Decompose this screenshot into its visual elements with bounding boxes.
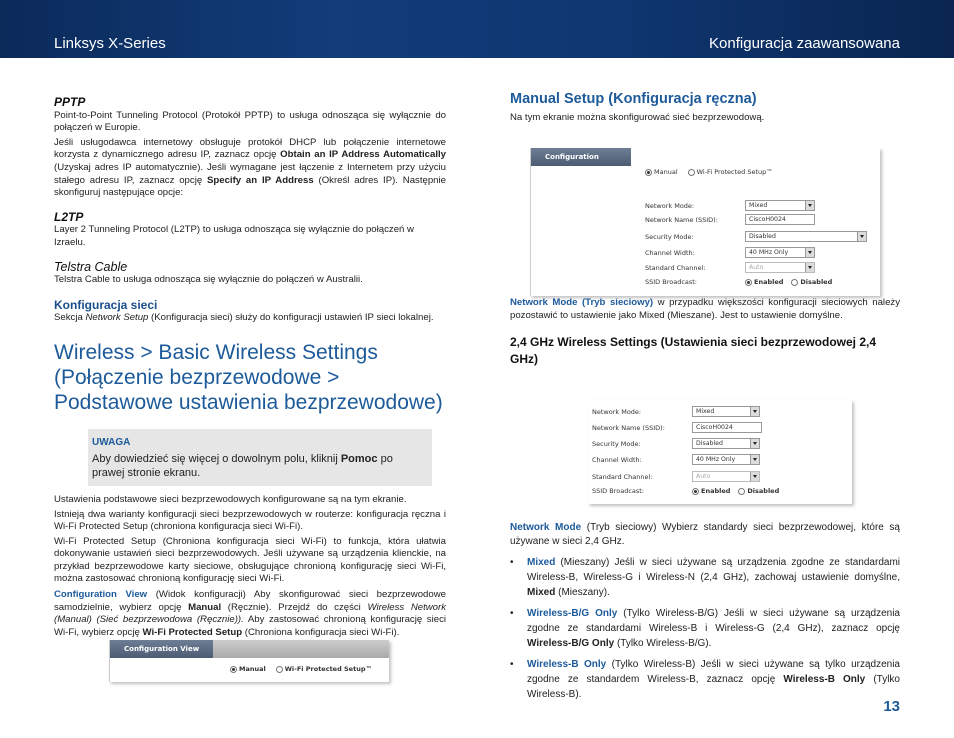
term: Mixed bbox=[527, 557, 556, 569]
term: Wireless-B Only bbox=[527, 659, 607, 671]
bold-term: Pomoc bbox=[340, 452, 378, 465]
term: Wireless-B/G Only bbox=[527, 608, 618, 620]
note-box bbox=[88, 429, 432, 486]
select-value: Disabled bbox=[696, 440, 723, 447]
list-item bbox=[510, 657, 900, 702]
form-row bbox=[645, 247, 815, 258]
term: Network Mode bbox=[510, 522, 582, 534]
manual-radio[interactable] bbox=[230, 666, 237, 673]
bold-term: Manual bbox=[188, 601, 222, 613]
security-mode-select[interactable] bbox=[745, 231, 867, 242]
list-item bbox=[510, 606, 900, 651]
bold-term: Wireless-B/G Only bbox=[527, 638, 615, 650]
config-view-text bbox=[54, 589, 446, 639]
chevron-down-icon bbox=[805, 201, 814, 210]
left-column bbox=[54, 90, 446, 641]
form-row bbox=[645, 231, 867, 242]
form-row bbox=[645, 278, 832, 286]
enabled-label: Enabled bbox=[754, 278, 784, 286]
wps-text: Wi-Fi Protected Setup (Chroniona konfiguracja sieci Wi-Fi) to funkcja, która ułatwia dokonywanie ustawień sieci bezprzewodowych. Jeśli używane są urządzenia klienckie, na przykład bezprzewodowe karty sieciowe, obsługujące chronioną konfigurację sieci Wi-Fi, można zastosować chronioną konfigurację sieci Wi-Fi. bbox=[54, 535, 446, 585]
title-line: (Połączenie bezprzewodowe > bbox=[54, 365, 340, 389]
enabled-label: Enabled bbox=[701, 487, 731, 495]
manual-setup-screenshot bbox=[530, 148, 880, 296]
text: (Tylko Wireless-B). bbox=[527, 674, 900, 701]
page-header bbox=[0, 0, 954, 58]
text: (Określ adres IP). Następnie skonfiguruj następujące opcje: bbox=[54, 174, 446, 199]
chevron-down-icon bbox=[750, 407, 759, 416]
ssid-input[interactable]: CiscoH0024 bbox=[745, 214, 815, 225]
select-value: 40 MHz Only bbox=[696, 456, 736, 463]
text: (Uzyskaj adres IP automatycznie). Jeśli wymagane jest łączenie z Internetem przy użyciu stałego adresu IP, zaznacz opcję bbox=[54, 161, 446, 186]
wps-label: Wi-Fi Protected Setup™ bbox=[284, 665, 372, 673]
title-line: Wireless > Basic Wireless Settings bbox=[54, 340, 378, 364]
title-line: Podstawowe ustawienia bezprzewodowe) bbox=[54, 390, 443, 414]
manual-setup-heading: Manual Setup (Konfiguracja ręczna) bbox=[510, 91, 757, 107]
standard-channel-label: Standard Channel: bbox=[592, 472, 653, 481]
bold-term: Specify an IP Address bbox=[206, 174, 314, 186]
chevron-down-icon bbox=[805, 263, 814, 272]
bold-term: Obtain an IP Address Automatically bbox=[280, 149, 446, 161]
note-label: UWAGA bbox=[92, 436, 131, 448]
text: Sekcja bbox=[54, 312, 86, 324]
text: Aby zastosować chronioną konfigurację sieci Wi-Fi, wybierz opcję bbox=[54, 614, 447, 638]
select-value: 40 MHz Only bbox=[749, 249, 789, 256]
form-row bbox=[645, 214, 815, 225]
form-row bbox=[645, 200, 815, 211]
form-row bbox=[592, 454, 760, 465]
ssid-broadcast-label: SSID Broadcast: bbox=[645, 278, 697, 286]
network-setup-desc bbox=[54, 312, 446, 325]
standard-channel-label: Standard Channel: bbox=[645, 263, 706, 272]
text: (Chroniona konfiguracja sieci Wi-Fi). bbox=[242, 626, 400, 638]
telstra-desc: Telstra Cable to usługa odnosząca się wyłącznie do połączeń w Australii. bbox=[54, 274, 363, 286]
manual-radio[interactable] bbox=[645, 169, 652, 176]
channel-width-select[interactable] bbox=[692, 454, 760, 465]
telstra-heading: Telstra Cable bbox=[54, 259, 128, 274]
text: (Tryb sieciowy) Wybierz standardy sieci bezprzewodowej, które są używane w sieci 2,4 GHz. bbox=[510, 522, 900, 548]
form-row bbox=[592, 406, 760, 417]
security-mode-label: Security Mode: bbox=[592, 439, 641, 448]
pptp-heading: PPTP bbox=[54, 95, 86, 109]
list-item bbox=[510, 555, 900, 600]
enabled-radio[interactable] bbox=[692, 488, 699, 495]
chevron-down-icon bbox=[857, 232, 866, 241]
select-value: Auto bbox=[696, 473, 711, 480]
config-view-bar bbox=[110, 640, 389, 658]
select-value: Disabled bbox=[749, 233, 776, 240]
form-row bbox=[645, 262, 815, 273]
l2tp-heading: L2TP bbox=[54, 209, 84, 224]
ssid-label: Network Name (SSID): bbox=[592, 423, 665, 432]
pptp-desc: Point-to-Point Tunneling Protocol (Protokół PPTP) to usługa odnosząca się wyłącznie do połączeń w Europie. bbox=[54, 109, 446, 134]
channel-width-label: Channel Width: bbox=[592, 455, 642, 464]
intro-text: Ustawienia podstawowe sieci bezprzewodowych konfigurowane są na tym ekranie. bbox=[54, 493, 407, 505]
channel-width-label: Channel Width: bbox=[645, 248, 695, 257]
select-value: Mixed bbox=[749, 202, 768, 209]
bold-term: Wireless-B Only bbox=[783, 674, 866, 686]
manual-label: Manual bbox=[654, 168, 678, 176]
config-view-options bbox=[645, 168, 773, 176]
wps-radio[interactable] bbox=[688, 169, 695, 176]
mode-list bbox=[510, 555, 900, 702]
text: (Tylko Wireless-B/G). bbox=[614, 638, 712, 650]
config-view-screenshot bbox=[109, 640, 389, 682]
network-mode-desc-2 bbox=[510, 521, 900, 549]
network-mode-select[interactable] bbox=[692, 406, 760, 417]
l2tp-desc: Layer 2 Tunneling Protocol (L2TP) to usługa odnosząca się wyłącznie do połączeń w Izraelu. bbox=[54, 224, 414, 248]
text: (Mieszany). bbox=[555, 587, 610, 599]
header-section: Konfiguracja zaawansowana bbox=[709, 35, 900, 52]
italic-term: Network Setup bbox=[85, 312, 149, 324]
manual-setup-intro: Na tym ekranie można skonfigurować sieć bezprzewodową. bbox=[510, 111, 765, 123]
disabled-label: Disabled bbox=[800, 278, 833, 286]
pptp-options bbox=[54, 137, 446, 200]
term: Network Mode (Tryb sieciowy) bbox=[510, 297, 654, 309]
security-mode-label: Security Mode: bbox=[645, 232, 694, 241]
ssid-broadcast-label: SSID Broadcast: bbox=[592, 487, 644, 495]
network-setup-heading: Konfiguracja sieci bbox=[54, 297, 158, 312]
chevron-down-icon bbox=[750, 455, 759, 464]
standard-channel-select[interactable] bbox=[745, 262, 815, 273]
chevron-down-icon bbox=[750, 439, 759, 448]
select-value: Mixed bbox=[696, 408, 715, 415]
manual-label: Manual bbox=[239, 665, 266, 673]
section-title bbox=[54, 340, 446, 415]
text: (Ręcznie). Przejdź do części bbox=[221, 601, 368, 613]
italic-term: Wireless Network (Manual) (Sieć bezprzewodowa (Ręcznie)). bbox=[54, 601, 447, 626]
bold-term: Mixed bbox=[527, 587, 556, 599]
config-view-tab: Configuration View bbox=[110, 640, 213, 658]
header-product: Linksys X-Series bbox=[54, 35, 166, 52]
disabled-label: Disabled bbox=[747, 487, 780, 495]
text: (Widok konfiguracji) Aby skonfigurować sieci bezprzewodowe samodzielnie, wybierz opcję bbox=[54, 589, 446, 613]
channel-width-select[interactable] bbox=[745, 247, 815, 258]
config-view-options bbox=[230, 665, 372, 673]
text: (Konfiguracja sieci) służy do konfiguracji ustawień IP sieci lokalnej. bbox=[148, 312, 434, 324]
form-row bbox=[592, 471, 760, 482]
config-view-bar bbox=[531, 148, 631, 179]
config-view-tab: Configuration View bbox=[531, 148, 631, 166]
text: (Tylko Wireless-B/G) Jeśli w sieci używane są urządzenia zgodne ze standardami Wireless-B i Wireless-G (2,4 GHz), zaznacz opcję bbox=[527, 608, 900, 635]
network-mode-select[interactable] bbox=[745, 200, 815, 211]
ssid-label: Network Name (SSID): bbox=[645, 215, 718, 224]
variants-text: Istnieją dwa warianty konfiguracji sieci bezprzewodowych w routerze: konfiguracja ręczna i Wi-Fi Protected Setup (chroniona konfiguracja sieci Wi-Fi). bbox=[54, 508, 446, 533]
note-text bbox=[92, 452, 422, 480]
chevron-down-icon bbox=[750, 472, 759, 481]
enabled-radio[interactable] bbox=[745, 279, 752, 286]
term: Configuration View bbox=[54, 589, 148, 601]
ghz-heading: 2,4 GHz Wireless Settings (Ustawienia sieci bezprzewodowej 2,4 GHz) bbox=[510, 335, 877, 367]
network-mode-label: Network Mode: bbox=[645, 201, 695, 210]
ssid-input[interactable]: CiscoH0024 bbox=[692, 422, 762, 433]
disabled-radio[interactable] bbox=[791, 279, 798, 286]
page-number: 13 bbox=[883, 698, 900, 715]
form-row bbox=[592, 438, 760, 449]
standard-channel-select[interactable] bbox=[692, 471, 760, 482]
ghz-settings-screenshot bbox=[588, 400, 852, 504]
disabled-radio[interactable] bbox=[738, 488, 745, 495]
wps-radio[interactable] bbox=[276, 666, 283, 673]
network-mode-desc bbox=[510, 297, 900, 322]
wps-label: Wi-Fi Protected Setup™ bbox=[696, 168, 773, 176]
form-row bbox=[592, 422, 762, 433]
network-mode-label: Network Mode: bbox=[592, 407, 642, 416]
text: Jeśli usługodawca internetowy obsługuje protokół DHCP lub połączenie internetowe korzysta z dynamicznego adresu IP, zaznacz opcję bbox=[54, 136, 446, 161]
select-value: Auto bbox=[749, 264, 764, 271]
text: po prawej stronie ekranu. bbox=[92, 452, 393, 479]
bold-term: Wi-Fi Protected Setup bbox=[142, 626, 243, 638]
text: (Tylko Wireless-B) Jeśli w sieci używane są tylko urządzenia zgodne ze standardem Wireless-B, zaznacz opcję bbox=[527, 659, 900, 686]
text: w przypadku większości konfiguracji sieciowych należy pozostawić to ustawienie jako Mixed (Mieszane). Jest to ustawienie domyślne. bbox=[510, 297, 900, 321]
chevron-down-icon bbox=[805, 248, 814, 257]
text: Aby dowiedzieć się więcej o dowolnym polu, kliknij bbox=[92, 452, 341, 465]
form-row bbox=[592, 487, 779, 495]
security-mode-select[interactable] bbox=[692, 438, 760, 449]
text: (Mieszany) Jeśli w sieci używane są urządzenia zgodne ze standardami Wireless-B, Wireless-G i Wireless-N (2,4 GHz), zachowaj ustawienie domyślne, bbox=[527, 557, 900, 584]
